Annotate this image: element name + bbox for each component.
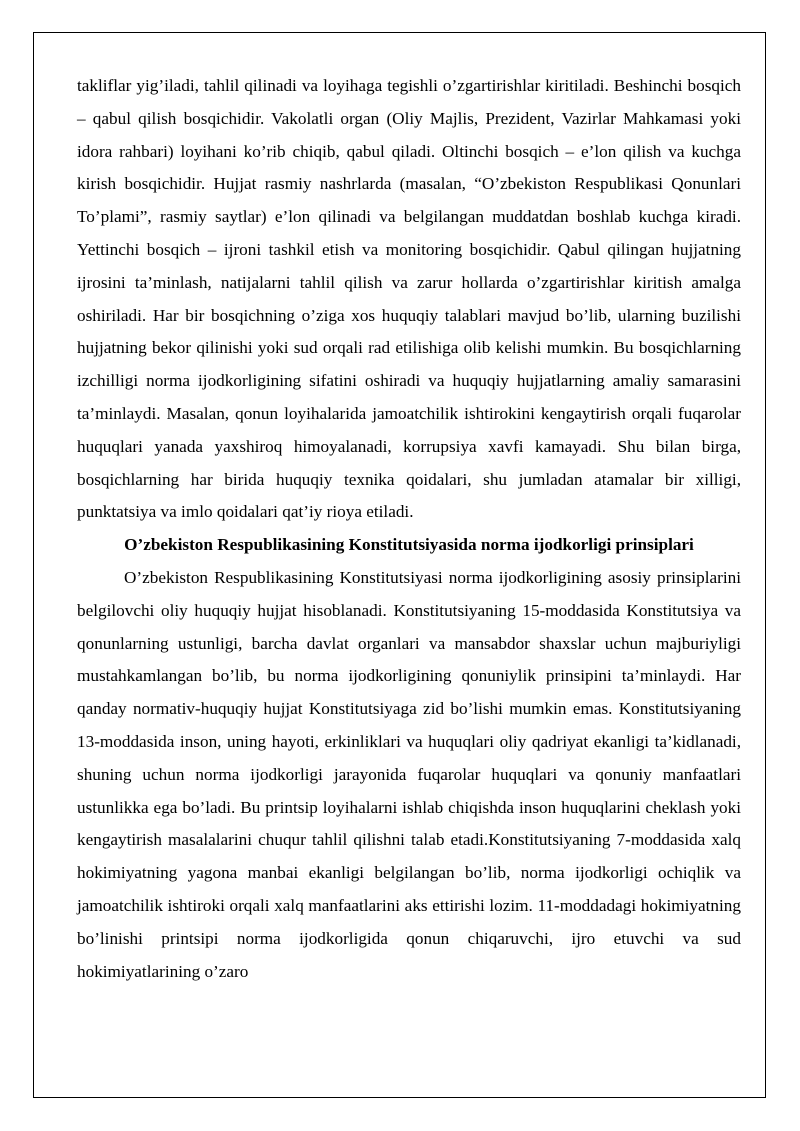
document-body xyxy=(77,70,741,988)
paragraph-continued: takliflar yig’iladi, tahlil qilinadi va loyihaga tegishli o’zgartirishlar kiritiladi. Beshinchi bosqich – qabul qilish bosqichidir. Vakolatli organ (Oliy Majlis, Prezident, Vazirlar Mahkamasi yoki idora rahbari) loyihani ko’rib chiqib, qabul qiladi. Oltinchi bosqich – e’lon qilish va kuchga kirish bosqichidir. Hujjat rasmiy nashrlarda (masalan, “O’zbekiston Respublikasi Qonunlari To’plami”, rasmiy saytlar) e’lon qilinadi va belgilangan muddatdan boshlab kuchga kiradi. Yettinchi bosqich – ijroni tashkil etish va monitoring bosqichidir. Qabul qilingan hujjatning ijrosini ta’minlash, natijalarni tahlil qilish va zarur hollarda o’zgartirishlar kiritish amalga oshiriladi. Har bir bosqichning o’ziga xos huquqiy talablari mavjud bo’lib, ularning buzilishi hujjatning bekor qilinishi yoki sud orqali rad etilishiga olib kelishi mumkin. Bu bosqichlarning izchilligi norma ijodkorligining sifatini oshiradi va huquqiy hujjatlarning amaliy samarasini ta’minlaydi. Masalan, qonun loyihalarida jamoatchilik ishtirokini kengaytirish orqali fuqarolar huquqlari yanada yaxshiroq himoyalanadi, korrupsiya xavfi kamayadi. Shu bilan birga, bosqichlarning har birida huquqiy texnika qoidalari, shu jumladan atamalar bir xilligi, punktatsiya va imlo qoidalari qat’iy rioya etiladi. xyxy=(77,76,741,522)
paragraph-constitution: O’zbekiston Respublikasining Konstitutsiyasi norma ijodkorligining asosiy prinsiplarini belgilovchi oliy huquqiy hujjat hisoblanadi. Konstitutsiyaning 15-moddasida Konstitutsiya va qonunlarning ustunligi, barcha davlat organlari va mansabdor shaxslar uchun majburiyligi mustahkamlangan bo’lib, bu norma ijodkorligining qonuniylik prinsipini ta’minlaydi. Har qanday normativ-huquqiy hujjat Konstitutsiyaga zid bo’lishi mumkin emas. Konstitutsiyaning 13-moddasida inson, uning hayoti, erkinliklari va huquqlari oliy qadriyat ekanligi ta’kidlanadi, shuning uchun norma ijodkorligi jarayonida fuqarolar huquqlari va qonuniy manfaatlari ustunlikka ega bo’ladi. Bu printsip loyihalarni ishlab chiqishda inson huquqlarini cheklash yoki kengaytirish masalalarini chuqur tahlil qilishni talab etadi.Konstitutsiyaning 7-moddasida xalq hokimiyatning yagona manbai ekanligi belgilangan bo’lib, norma ijodkorligi ochiqlik va jamoatchilik ishtiroki orqali xalq manfaatlarini aks ettirishi lozim. 11-moddadagi hokimiyatning bo’linishi printsipi norma ijodkorligida qonun chiqaruvchi, ijro etuvchi va sud hokimiyatlarining o’zaro xyxy=(77,567,741,981)
section-heading: O’zbekiston Respublikasining Konstitutsiyasida norma ijodkorligi prinsiplari xyxy=(124,535,694,555)
